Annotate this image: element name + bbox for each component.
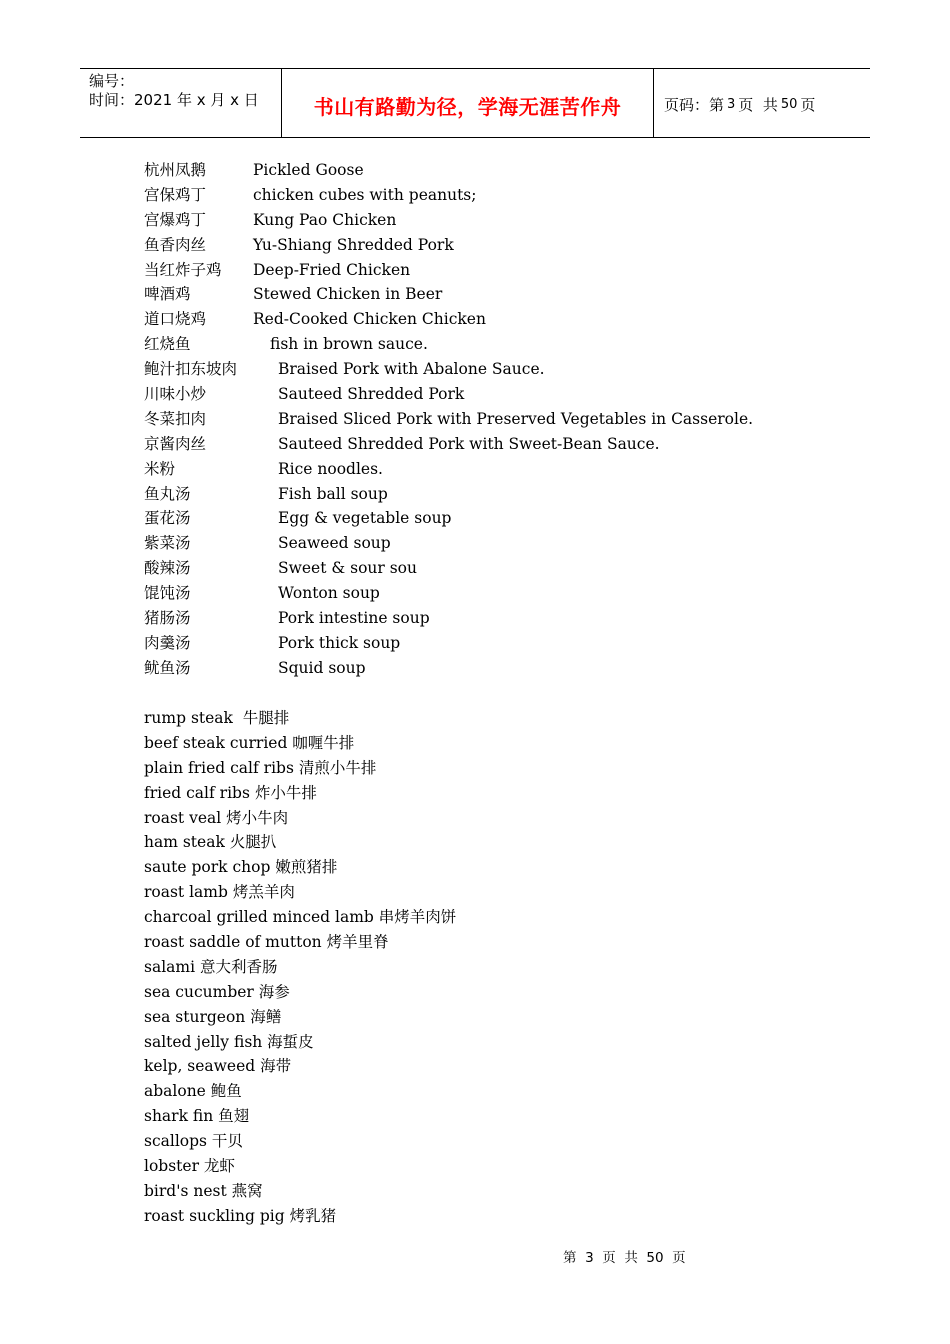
list-item — [144, 208, 844, 233]
list-item: roast lamb 烤羔羊肉 — [144, 883, 295, 902]
dish-chinese-name: 红烧鱼 — [144, 335, 191, 354]
dish-english-name: Red-Cooked Chicken Chicken — [253, 310, 486, 329]
dish-english-name: Braised Pork with Abalone Sauce. — [278, 360, 545, 379]
page-mid-text: 页 共 — [738, 95, 778, 114]
dish-english-name: fish in brown sauce. — [270, 335, 428, 354]
list-item — [144, 332, 844, 357]
list-item: rump steak 牛腿排 — [144, 709, 290, 727]
dish-chinese-name: 鲍汁扣东坡肉 — [144, 360, 238, 379]
list-item: bird's nest 燕窝 — [144, 1181, 263, 1200]
page-suffix: 页 — [800, 95, 816, 114]
list-item — [144, 233, 844, 258]
dish-chinese-name: 道口烧鸡 — [144, 310, 207, 329]
list-item: charcoal grilled minced lamb 串烤羊肉饼 — [144, 908, 457, 927]
list-item — [144, 158, 844, 183]
list-item — [144, 631, 844, 656]
dish-english-name: Sauteed Shredded Pork — [278, 385, 465, 404]
list-item: kelp, seaweed 海带 — [144, 1057, 292, 1076]
header-meta — [80, 69, 281, 137]
dish-english-name: Pork intestine soup — [278, 609, 430, 628]
dish-translation-list — [144, 158, 844, 681]
list-item: salted jelly fish 海蜇皮 — [144, 1032, 314, 1051]
dish-english-name: Kung Pao Chicken — [253, 210, 397, 229]
dish-chinese-name: 肉羹汤 — [144, 633, 191, 652]
list-item — [144, 307, 844, 332]
page-prefix: 页码：第 — [664, 95, 725, 114]
document-time-label: 时间：2021 年 x 月 x 日 — [89, 91, 259, 109]
dish-english-name: Braised Sliced Pork with Preserved Vegetables in Casserole. — [278, 409, 754, 428]
dish-chinese-name: 京酱肉丝 — [144, 434, 207, 453]
dish-chinese-name: 蛋花汤 — [144, 509, 191, 528]
header-page-indicator — [654, 69, 870, 137]
list-item: abalone 鲍鱼 — [144, 1082, 242, 1101]
list-item — [144, 382, 844, 407]
page-footer: 第 3 页 共 50 页 — [563, 1250, 686, 1266]
list-item — [144, 656, 844, 681]
dish-english-name: Sauteed Shredded Pork with Sweet-Bean Sauce. — [278, 434, 660, 453]
list-item — [144, 606, 844, 631]
dish-chinese-name: 当红炸子鸡 — [144, 260, 222, 279]
list-item: lobster 龙虾 — [144, 1157, 235, 1176]
list-item: salami 意大利香肠 — [144, 957, 278, 976]
dish-english-name: Wonton soup — [278, 584, 380, 603]
dish-chinese-name: 川味小炒 — [144, 385, 207, 404]
list-item — [144, 407, 844, 432]
list-item: ham steak 火腿扒 — [144, 833, 277, 852]
dish-english-name: Seaweed soup — [278, 534, 391, 553]
list-item: roast veal 烤小牛肉 — [144, 808, 289, 827]
dish-chinese-name: 鱿鱼汤 — [144, 658, 191, 677]
dish-english-name: chicken cubes with peanuts; — [253, 185, 477, 204]
dish-english-name: Fish ball soup — [278, 484, 388, 503]
list-item — [144, 581, 844, 606]
page-header — [80, 68, 870, 138]
list-item — [144, 531, 844, 556]
dish-english-name: Stewed Chicken in Beer — [253, 285, 443, 304]
list-item — [144, 556, 844, 581]
dish-english-name: Egg & vegetable soup — [278, 509, 452, 528]
dish-english-name: Yu-Shiang Shredded Pork — [253, 235, 454, 254]
dish-chinese-name: 鱼香肉丝 — [144, 235, 207, 254]
dish-english-name: Deep-Fried Chicken — [253, 260, 411, 279]
list-item: saute pork chop 嫩煎猪排 — [144, 858, 338, 877]
header-motto: 书山有路勤为径，学海无涯苦作舟 — [281, 69, 654, 137]
list-item — [144, 506, 844, 531]
list-item: plain fried calf ribs 清煎小牛排 — [144, 758, 377, 777]
dish-chinese-name: 宫爆鸡丁 — [144, 210, 207, 229]
list-item — [144, 357, 844, 382]
list-item: sea sturgeon 海鳝 — [144, 1007, 282, 1026]
dish-chinese-name: 紫菜汤 — [144, 534, 191, 553]
dish-chinese-name: 冬菜扣肉 — [144, 409, 207, 428]
list-item: beef steak curried 咖喱牛排 — [144, 733, 355, 752]
dish-chinese-name: 宫保鸡丁 — [144, 185, 207, 204]
dish-english-name: Sweet & sour sou — [278, 559, 417, 578]
list-item: roast suckling pig 烤乳猪 — [144, 1206, 337, 1225]
list-item — [144, 183, 844, 208]
list-item — [144, 457, 844, 482]
list-item — [144, 282, 844, 307]
dish-english-name: Pickled Goose — [253, 161, 364, 179]
vocabulary-list — [144, 706, 844, 1229]
list-item: sea cucumber 海参 — [144, 982, 290, 1001]
list-item: shark fin 鱼翅 — [144, 1107, 250, 1126]
dish-chinese-name: 酸辣汤 — [144, 559, 191, 578]
list-item: roast saddle of mutton 烤羊里脊 — [144, 933, 389, 952]
document-number-label: 编号： — [89, 72, 135, 90]
dish-chinese-name: 米粉 — [144, 459, 176, 478]
dish-chinese-name: 馄饨汤 — [144, 584, 191, 603]
dish-english-name: Squid soup — [278, 658, 366, 677]
list-item — [144, 482, 844, 507]
list-item — [144, 258, 844, 283]
list-item: scallops 干贝 — [144, 1132, 243, 1151]
dish-chinese-name: 鱼丸汤 — [144, 484, 191, 503]
list-item — [144, 432, 844, 457]
dish-english-name: Rice noodles. — [278, 459, 383, 478]
dish-chinese-name: 啤酒鸡 — [144, 285, 191, 304]
dish-chinese-name: 猪肠汤 — [144, 609, 191, 628]
dish-chinese-name: 杭州凤鹅 — [144, 161, 207, 179]
list-item: fried calf ribs 炸小牛排 — [144, 783, 317, 802]
dish-english-name: Pork thick soup — [278, 633, 401, 652]
page-total-number: 50 — [780, 96, 798, 112]
page-current-number: 3 — [727, 96, 736, 112]
